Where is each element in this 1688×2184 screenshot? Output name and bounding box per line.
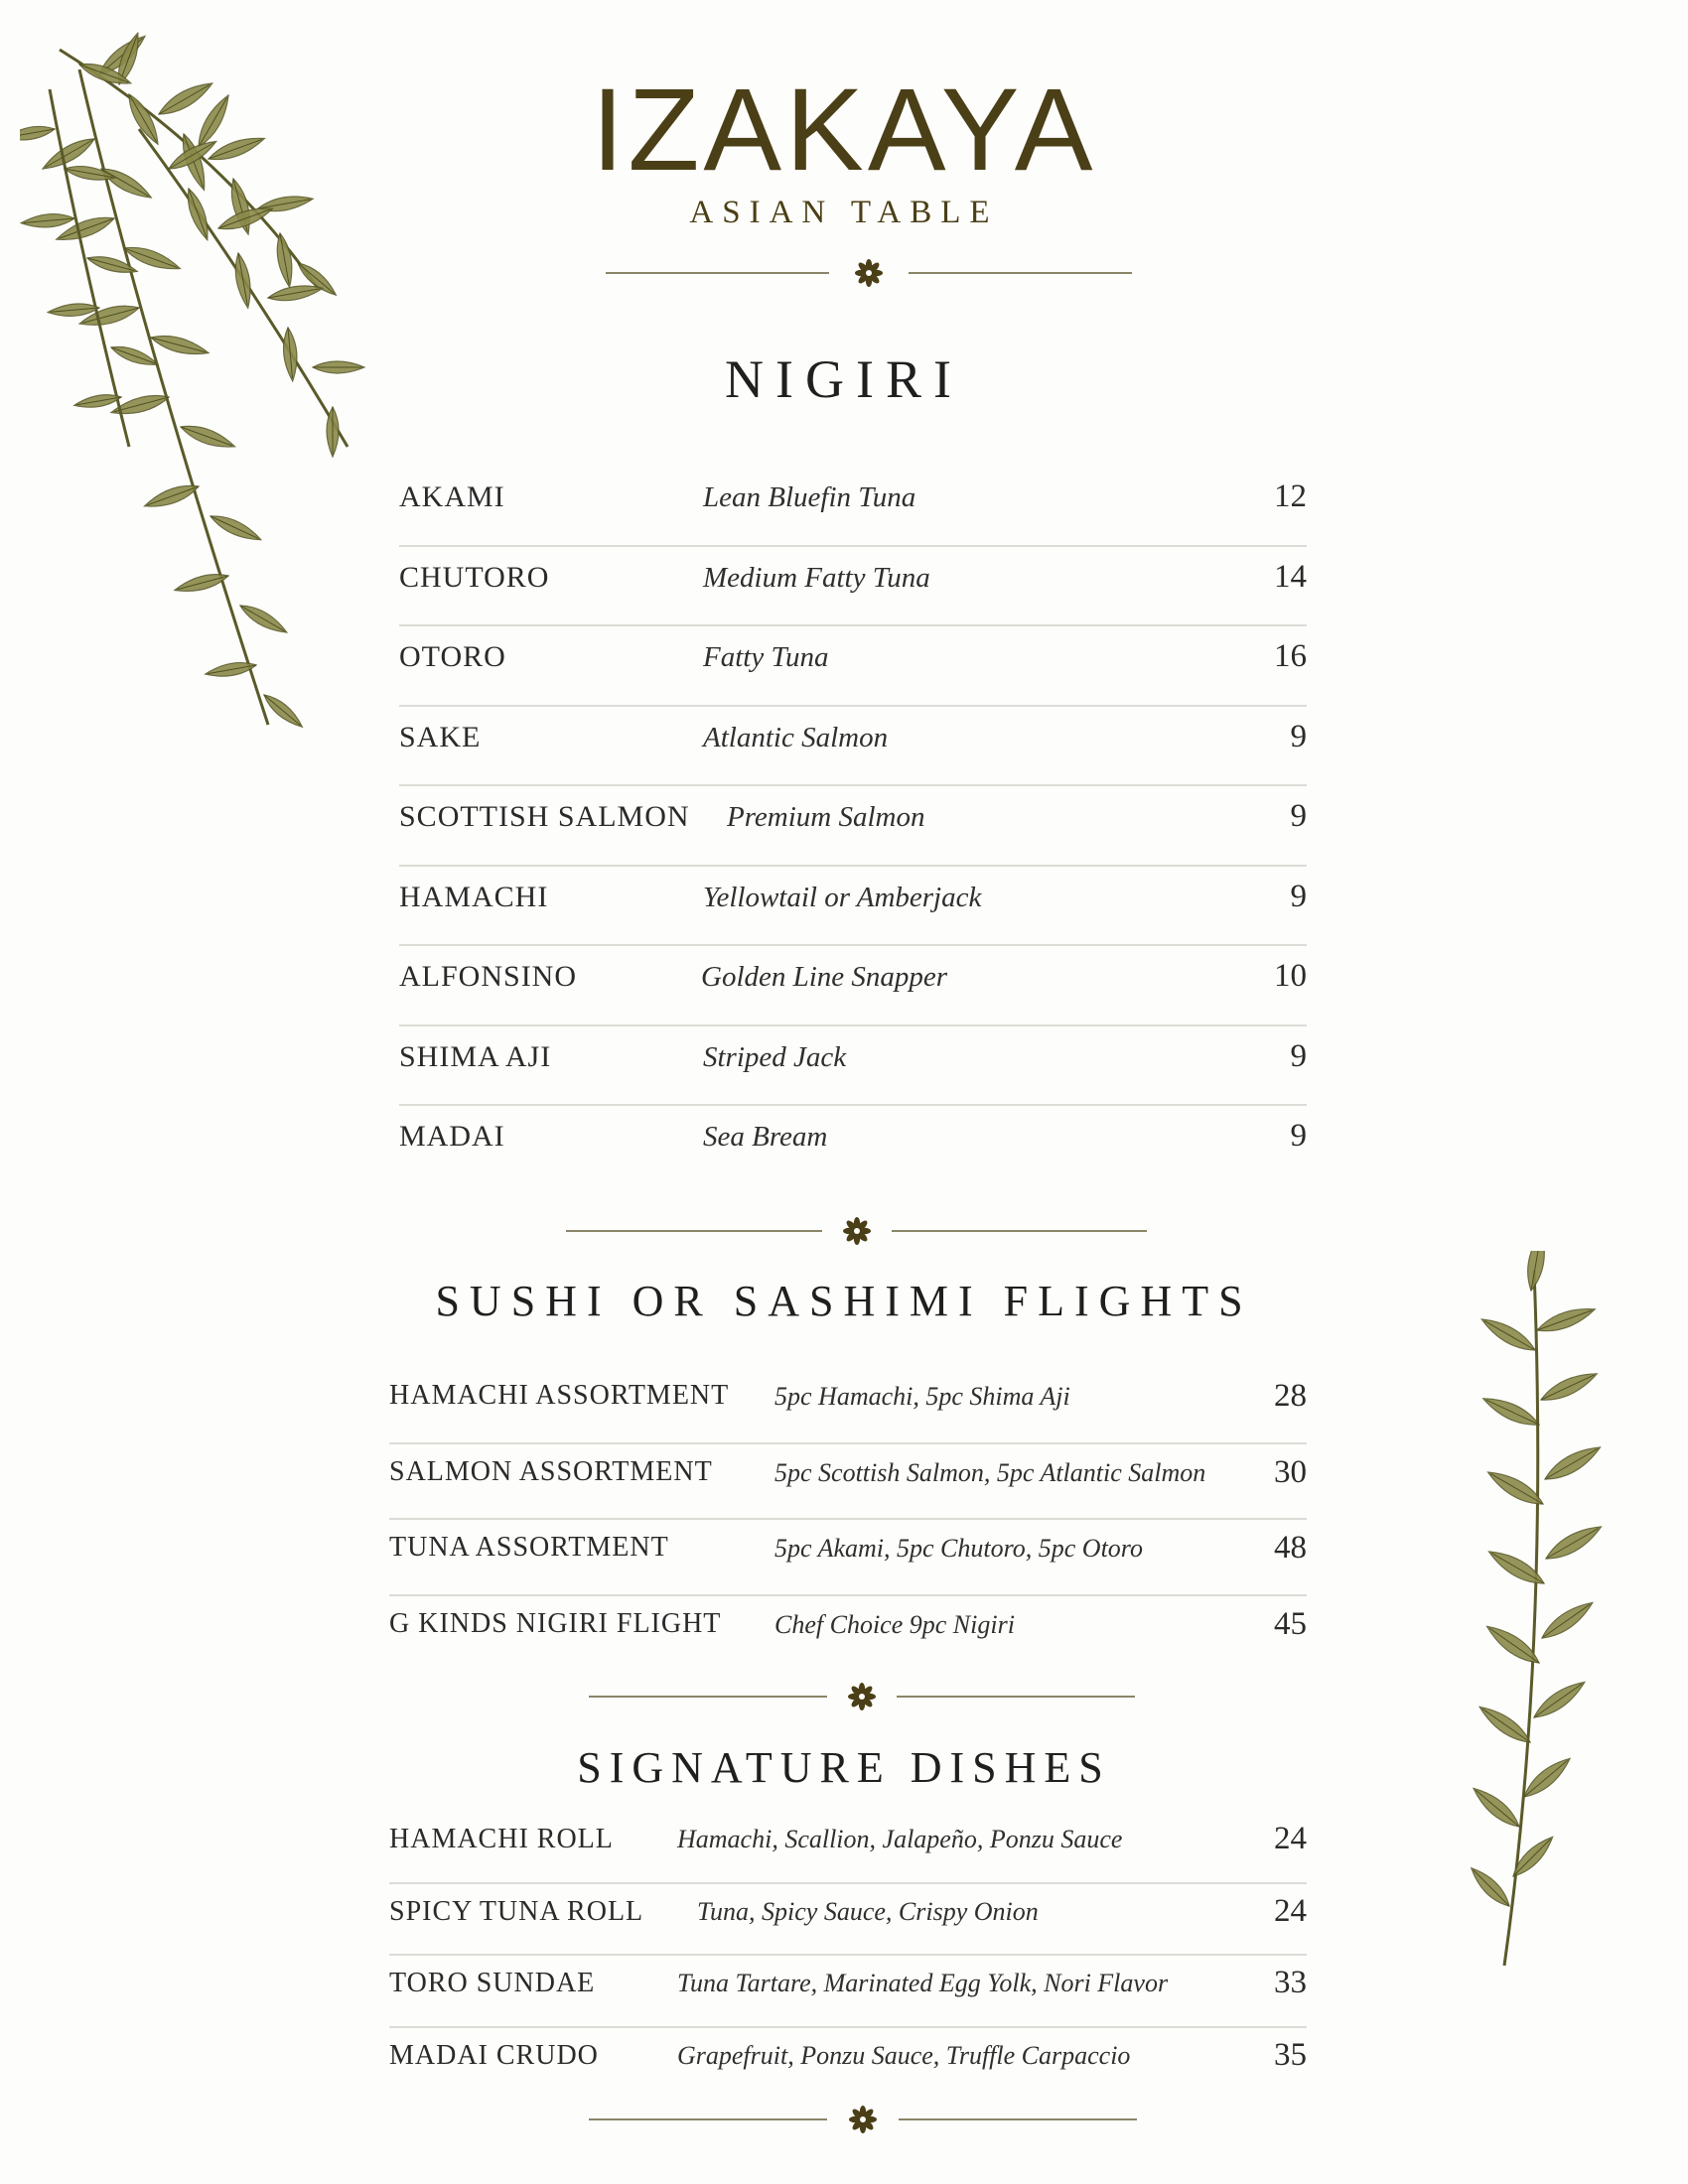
restaurant-tagline: ASIAN TABLE — [689, 195, 999, 230]
section-title-signature: SIGNATURE DISHES — [577, 1743, 1111, 1792]
item-description: Lean Bluefin Tuna — [703, 481, 916, 513]
item-description: Hamachi, Scallion, Jalapeño, Ponzu Sauce — [677, 1825, 1123, 1853]
section-divider — [589, 1682, 1135, 1711]
item-name: SPICY TUNA ROLL — [389, 1895, 644, 1927]
menu-item — [399, 707, 1307, 787]
item-price: 9 — [1290, 718, 1307, 754]
item-price: 24 — [1274, 1892, 1307, 1929]
item-name: SAKE — [399, 720, 482, 753]
menu-item — [389, 2028, 1307, 2099]
item-price: 24 — [1274, 1821, 1307, 1856]
section-title-flights: SUSHI OR SASHIMI FLIGHTS — [435, 1277, 1253, 1325]
menu-item — [389, 1444, 1307, 1521]
restaurant-name: IZAKAYA — [591, 65, 1097, 196]
flower-ornament-icon — [854, 258, 884, 288]
item-name: HAMACHI ROLL — [389, 1824, 614, 1854]
item-name: OTORO — [399, 640, 506, 673]
item-description: Tuna, Spicy Sauce, Crispy Onion — [697, 1896, 1039, 1926]
nigiri-menu-list — [399, 467, 1307, 1184]
menu-item — [399, 1106, 1307, 1184]
item-name: TORO SUNDAE — [389, 1968, 596, 1998]
item-description: Sea Bream — [703, 1121, 828, 1153]
item-price: 30 — [1274, 1453, 1307, 1490]
menu-item — [399, 467, 1307, 547]
item-name: G KINDS NIGIRI FLIGHT — [389, 1607, 722, 1639]
item-name: MADAI — [399, 1120, 505, 1153]
item-price: 45 — [1274, 1605, 1307, 1642]
menu-item — [389, 1520, 1307, 1596]
section-divider — [606, 258, 1132, 288]
section-divider — [566, 1216, 1147, 1246]
item-description: Grapefruit, Ponzu Sauce, Truffle Carpaccio — [677, 2040, 1131, 2070]
flights-menu-list — [389, 1368, 1307, 1670]
item-price: 28 — [1274, 1378, 1307, 1414]
menu-item — [389, 1812, 1307, 1884]
item-price: 10 — [1274, 958, 1307, 994]
item-price: 33 — [1274, 1965, 1307, 2000]
menu-item — [389, 1956, 1307, 2028]
item-name: AKAMI — [399, 480, 505, 513]
menu-item — [399, 867, 1307, 947]
item-description: Chef Choice 9pc Nigiri — [774, 1609, 1015, 1639]
signature-menu-list — [389, 1812, 1307, 2098]
item-description: Striped Jack — [703, 1040, 847, 1073]
item-name: CHUTORO — [399, 560, 550, 594]
menu-item — [399, 946, 1307, 1026]
section-title-nigiri: NIGIRI — [725, 349, 963, 409]
item-name: HAMACHI ASSORTMENT — [389, 1380, 730, 1411]
item-description: Yellowtail or Amberjack — [703, 881, 982, 913]
menu-item — [399, 547, 1307, 627]
flower-ornament-icon — [848, 2105, 878, 2134]
item-price: 9 — [1290, 1118, 1307, 1154]
item-name: SCOTTISH SALMON — [399, 800, 690, 833]
item-price: 12 — [1274, 478, 1307, 514]
item-description: Golden Line Snapper — [701, 961, 948, 993]
item-price: 14 — [1274, 558, 1307, 595]
menu-item — [399, 1026, 1307, 1107]
item-name: SALMON ASSORTMENT — [389, 1455, 713, 1487]
section-divider — [589, 2105, 1137, 2134]
flower-ornament-icon — [842, 1216, 872, 1246]
item-price: 9 — [1290, 1037, 1307, 1074]
item-name: ALFONSINO — [399, 960, 578, 993]
item-price: 16 — [1274, 638, 1307, 674]
item-name: MADAI CRUDO — [389, 2039, 599, 2071]
item-description: Premium Salmon — [727, 801, 925, 833]
item-price: 9 — [1290, 798, 1307, 834]
menu-item — [399, 786, 1307, 867]
item-price: 48 — [1274, 1530, 1307, 1566]
item-description: Fatty Tuna — [703, 641, 829, 673]
item-description: Medium Fatty Tuna — [703, 561, 930, 594]
menu-item — [389, 1368, 1307, 1444]
item-price: 35 — [1274, 2036, 1307, 2073]
item-description: 5pc Akami, 5pc Chutoro, 5pc Otoro — [774, 1534, 1143, 1563]
menu-item — [389, 1884, 1307, 1957]
olive-branch-icon — [1420, 1251, 1688, 1976]
item-description: 5pc Scottish Salmon, 5pc Atlantic Salmon — [774, 1457, 1206, 1487]
menu-item — [389, 1596, 1307, 1671]
item-name: HAMACHI — [399, 880, 549, 913]
item-name: TUNA ASSORTMENT — [389, 1532, 669, 1563]
item-name: SHIMA AJI — [399, 1039, 552, 1073]
item-description: 5pc Hamachi, 5pc Shima Aji — [774, 1382, 1070, 1411]
item-description: Tuna Tartare, Marinated Egg Yolk, Nori Flavor — [677, 1969, 1169, 1997]
flower-ornament-icon — [847, 1682, 877, 1711]
menu-item — [399, 626, 1307, 707]
item-description: Atlantic Salmon — [703, 721, 889, 753]
item-price: 9 — [1290, 878, 1307, 914]
